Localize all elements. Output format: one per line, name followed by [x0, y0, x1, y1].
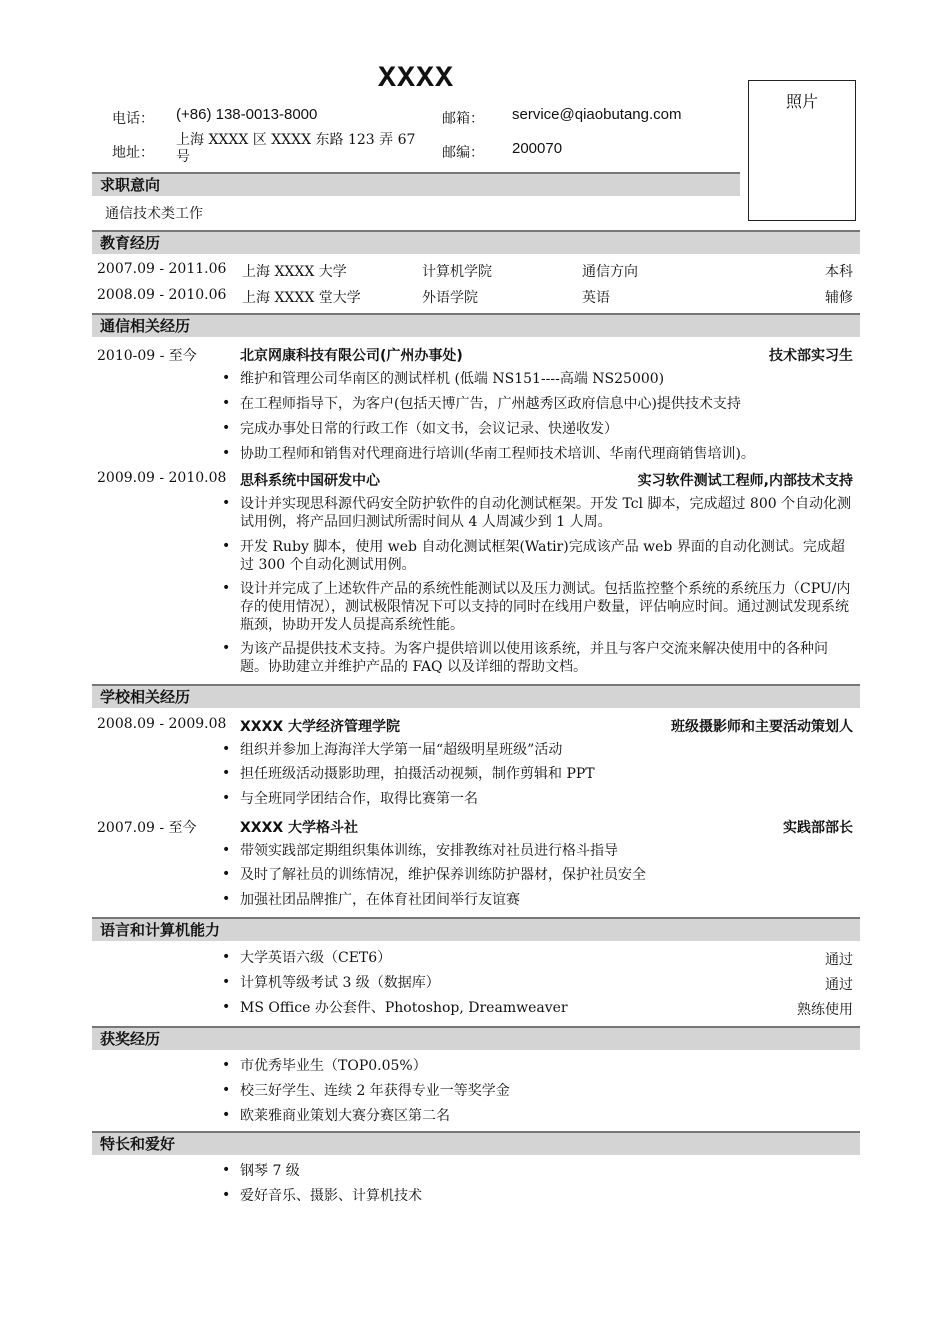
section-hobbies: 特长和爱好 — [92, 1131, 860, 1155]
list-item: • 设计并实现思科源代码安全防护软件的自动化测试框架。开发 Tcl 脚本，完成超过 800 个自动化测试用例，将产品回归测试所需时间从 4 人周减少到 1 人周。 — [222, 495, 858, 531]
section-school: 学校相关经历 — [92, 684, 860, 708]
education-date: 2008.09 - 2010.06 — [97, 287, 227, 303]
education-school: 上海 XXXX 堂大学 — [242, 290, 361, 306]
school-date: 2007.09 - 至今 — [97, 820, 197, 836]
section-work: 通信相关经历 — [92, 313, 860, 337]
work-date: 2009.09 - 2010.08 — [97, 470, 227, 486]
list-item: • 开发 Ruby 脚本，使用 web 自动化测试框架(Watir)完成该产品 web 界面的自动化测试。完成超过 300 个自动化测试用例。 — [222, 538, 858, 574]
list-item: • 爱好音乐、摄影、计算机技术 — [222, 1187, 822, 1205]
list-item: • 大学英语六级（CET6） — [222, 949, 722, 967]
education-degree: 辅修 — [825, 290, 853, 306]
work-org: 思科系统中国研发中心 — [240, 473, 380, 489]
zip-label: 邮编： — [442, 145, 484, 161]
address-value: 上海 XXXX 区 XXXX 东路 123 弄 67 号 — [176, 132, 416, 165]
address-label: 地址： — [112, 145, 154, 161]
list-item: • 带领实践部定期组织集体训练，安排教练对社员进行格斗指导 — [222, 842, 852, 860]
section-objective: 求职意向 — [92, 172, 740, 196]
skill-level: 通过 — [825, 952, 853, 968]
list-item: • 校三好学生、连续 2 年获得专业一等奖学金 — [222, 1082, 822, 1100]
school-role: 班级摄影师和主要活动策划人 — [671, 719, 853, 735]
photo-placeholder: 照片 — [748, 80, 856, 221]
list-item: • 加强社团品牌推广，在体育社团间举行友谊赛 — [222, 891, 852, 909]
education-degree: 本科 — [825, 264, 853, 280]
list-item: • 完成办事处日常的行政工作（如文书，会议记录、快递收发） — [222, 420, 852, 438]
candidate-name: XXXX — [377, 62, 454, 96]
list-item: • 在工程师指导下，为客户(包括天博广告，广州越秀区政府信息中心)提供技术支持 — [222, 395, 852, 413]
list-item: • 为该产品提供技术支持。为客户提供培训以使用该系统，并且与客户交流来解决使用中的各种问题。协助建立并维护产品的 FAQ 以及详细的帮助文档。 — [222, 640, 852, 676]
phone-label: 电话： — [112, 111, 154, 127]
school-date: 2008.09 - 2009.08 — [97, 716, 227, 732]
list-item: • 担任班级活动摄影助理，拍摄活动视频，制作剪辑和 PPT — [222, 765, 852, 783]
email-value: service@qiaobutang.com — [512, 106, 682, 123]
education-dept: 计算机学院 — [422, 264, 492, 280]
zip-value: 200070 — [512, 140, 563, 157]
list-item: • 钢琴 7 级 — [222, 1162, 822, 1180]
school-org: XXXX 大学经济管理学院 — [240, 719, 401, 735]
work-date: 2010-09 - 至今 — [97, 348, 197, 364]
skill-level: 通过 — [825, 977, 853, 993]
phone-value: (+86) 138-0013-8000 — [176, 106, 318, 123]
section-awards: 获奖经历 — [92, 1026, 860, 1050]
section-skills: 语言和计算机能力 — [92, 917, 860, 941]
list-item: • 欧莱雅商业策划大赛分赛区第二名 — [222, 1107, 822, 1125]
list-item: • 设计并完成了上述软件产品的系统性能测试以及压力测试。包括监控整个系统的系统压力（CPU/内存的使用情况），测试极限情况下可以支持的同时在线用户数量，评估响应时间。通过测试发现系统瓶颈，协助开发人员提高系统性能。 — [222, 580, 852, 634]
education-date: 2007.09 - 2011.06 — [97, 261, 227, 277]
list-item: • 市优秀毕业生（TOP0.05%） — [222, 1057, 822, 1075]
education-dept: 外语学院 — [422, 290, 478, 306]
school-org: XXXX 大学格斗社 — [240, 820, 359, 836]
work-org: 北京网康科技有限公司(广州办事处) — [240, 348, 463, 364]
work-role: 技术部实习生 — [769, 348, 853, 364]
objective-text: 通信技术类工作 — [105, 206, 203, 222]
list-item: • 维护和管理公司华南区的测试样机 (低端 NS151----高端 NS25000) — [222, 370, 852, 388]
list-item: • 及时了解社员的训练情况，维护保养训练防护器材，保护社员安全 — [222, 866, 852, 884]
list-item: • 组织并参加上海海洋大学第一届“超级明星班级”活动 — [222, 741, 852, 759]
school-role: 实践部部长 — [783, 820, 853, 836]
list-item: • MS Office 办公套件、Photoshop, Dreamweaver — [222, 999, 722, 1017]
section-education: 教育经历 — [92, 230, 860, 254]
list-item: • 协助工程师和销售对代理商进行培训(华南工程师技术培训、华南代理商销售培训)。 — [222, 445, 852, 463]
list-item: • 与全班同学团结合作，取得比赛第一名 — [222, 790, 852, 808]
list-item: • 计算机等级考试 3 级（数据库） — [222, 974, 722, 992]
education-major: 英语 — [582, 290, 610, 306]
email-label: 邮箱： — [442, 111, 484, 127]
work-role: 实习软件测试工程师,内部技术支持 — [637, 473, 853, 489]
skill-level: 熟练使用 — [797, 1002, 853, 1018]
education-major: 通信方向 — [582, 264, 638, 280]
education-school: 上海 XXXX 大学 — [242, 264, 347, 280]
